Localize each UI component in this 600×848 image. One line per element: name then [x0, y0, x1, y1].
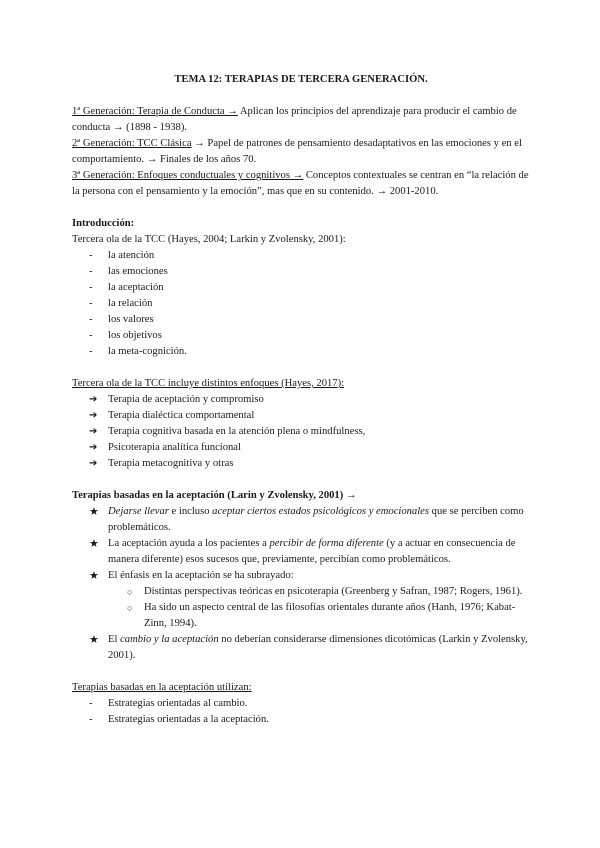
list-item: ➔ Terapia de aceptación y compromiso [72, 392, 530, 408]
strategies-heading: Terapias basadas en la aceptación utilizan: [72, 682, 252, 693]
generation-3-label: 3ª Generación: Enfoques conductuales y cognitivos → [72, 170, 304, 181]
list-item: - los valores [72, 312, 530, 328]
intro-heading: Introducción: [72, 218, 135, 229]
arrow-icon: ➔ [89, 394, 98, 405]
generations-section [72, 104, 530, 200]
arrow-icon: ➔ [89, 458, 98, 469]
circle-icon: ○ [127, 587, 133, 597]
dash-marker: - [89, 250, 93, 261]
list-item: ○ Distintas perspectivas teóricas en psicoterapia (Greenberg y Safran, 1987; Rogers, 1961). [72, 584, 530, 600]
acceptance-heading: Terapias basadas en la aceptación (Larin y Zvolensky, 2001) → [72, 490, 357, 501]
generation-2-label: 2ª Generación: TCC Clásica [72, 138, 192, 149]
generation-1 [72, 104, 530, 136]
page-title: TEMA 12: TERAPIAS DE TERCERA GENERACIÓN. [174, 74, 428, 85]
arrow-icon: ➔ [89, 442, 98, 453]
generation-2-text: → Papel de patrones de pensamiento desadaptativos en las emociones y en el comportamiento. → Finales de los años 70. [72, 138, 522, 165]
dash-marker: - [89, 266, 93, 277]
intro-section [72, 216, 530, 360]
acceptance-list-end [72, 632, 530, 664]
intro-lead: Tercera ola de la TCC (Hayes, 2004; Larkin y Zvolensky, 2001): [72, 234, 346, 245]
list-item: ★ El cambio y la aceptación no deberían considerarse dimensiones dicotómicas (Larkin y Zvolensky, 2001). [89, 634, 528, 661]
intro-list [72, 248, 530, 360]
strategies-section [72, 680, 530, 728]
list-item: ○ Ha sido un aspecto central de las filosofías orientales durante años (Hanh, 1976; Kabat-Zinn, 1994). [127, 602, 516, 629]
approaches-list [72, 392, 530, 472]
list-item: - Estrategias orientadas al cambio. [72, 696, 530, 712]
dash-marker: - [89, 346, 93, 357]
acceptance-list [72, 504, 530, 584]
star-icon: ★ [89, 570, 99, 582]
generation-3 [72, 168, 530, 200]
acceptance-section [72, 488, 530, 664]
approaches-heading: Tercera ola de la TCC incluye distintos enfoques (Hayes, 2017): [72, 378, 345, 389]
list-item: ➔ Terapia dialéctica comportamental [72, 408, 530, 424]
list-item: ★ El énfasis en la aceptación se ha subrayado: [89, 570, 294, 582]
list-item: - las emociones [72, 264, 530, 280]
list-item: ➔ Terapia metacognitiva y otras [72, 456, 530, 472]
list-item: - Estrategias orientadas a la aceptación. [72, 712, 530, 728]
list-item: - la atención [72, 248, 530, 264]
list-item: - los objetivos [72, 328, 530, 344]
dash-marker: - [89, 330, 93, 341]
dash-marker: - [89, 698, 93, 709]
document-page [72, 72, 530, 728]
circle-icon: ○ [127, 603, 133, 613]
list-item: - la aceptación [72, 280, 530, 296]
dash-marker: - [89, 314, 93, 325]
star-icon: ★ [89, 538, 99, 550]
list-item: - la meta-cognición. [72, 344, 530, 360]
arrow-icon: ➔ [89, 426, 98, 437]
generation-3-text: Conceptos contextuales se centran en “la relación de la persona con el pensamiento y la emoción”, mas que en su contenido. → 2001-2010. [72, 170, 529, 197]
dash-marker: - [89, 714, 93, 725]
approaches-section [72, 376, 530, 472]
list-item: - la relación [72, 296, 530, 312]
strategies-list [72, 696, 530, 728]
generation-1-label: 1ª Generación: Terapia de Conducta → [72, 106, 238, 117]
dash-marker: - [89, 298, 93, 309]
arrow-icon: ➔ [89, 410, 98, 421]
generation-1-text: Aplican los principios del aprendizaje para producir el cambio de conducta → (1898 - 1938). [72, 106, 517, 133]
list-item: ➔ Terapia cognitiva basada en la atención plena o mindfulness, [72, 424, 530, 440]
star-icon: ★ [89, 634, 99, 646]
dash-marker: - [89, 282, 93, 293]
list-item: ★ Dejarse llevar e incluso aceptar ciertos estados psicológicos y emocionales que se perciben como problemáticos. [89, 506, 524, 533]
list-item: ➔ Psicoterapia analítica funcional [72, 440, 530, 456]
generation-2 [72, 136, 530, 168]
star-icon: ★ [89, 506, 99, 518]
acceptance-sublist [72, 584, 530, 632]
list-item: ★ La aceptación ayuda a los pacientes a percibir de forma diferente (y a actuar en consecuencia de manera diferente) esos sucesos que, previamente, percibían como problemáticos. [89, 538, 516, 565]
